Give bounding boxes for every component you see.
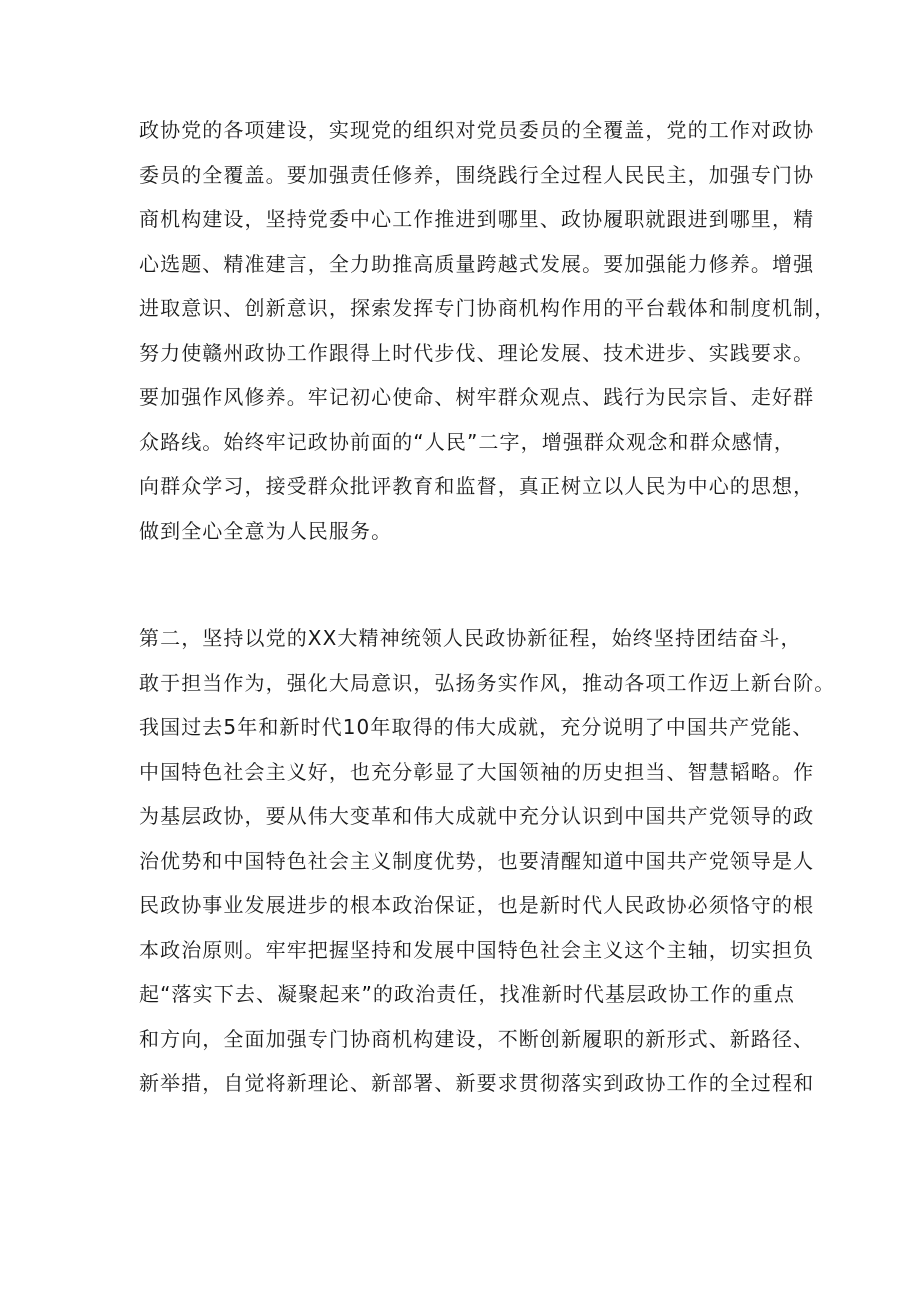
text-line: 本政治原则。牢牢把握坚持和发展中国特色社会主义这个主轴，切实担负 [139,937,815,962]
text-line: 商机构建设，坚持党委中心工作推进到哪里、政协履职就跟进到哪里，精 [139,207,815,231]
text-line: 要加强作风修养。牢记初心使命、树牢群众观点、践行为民宗旨、走好群 [139,385,815,409]
text-line: 起“落实下去、凝聚起来”的政治责任，找准新时代基层政协工作的重点 [139,982,795,1006]
text-line: 中国特色社会主义好，也充分彰显了大国领袖的历史担当、智慧韬略。作 [139,759,815,784]
text-line: 我国过去5年和新时代10年取得的伟大成就，充分说明了中国共产党能、 [139,715,814,739]
paragraph-2 [139,616,836,1106]
text-line: 第二，坚持以党的XX大精神统领人民政协新征程，始终坚持团结奋斗， [139,626,802,650]
text-line: 为基层政协，要从伟大变革和伟大成就中充分认识到中国共产党领导的政 [139,804,815,828]
text-line: 治优势和中国特色社会主义制度优势，也要清醒知道中国共产党领导是人 [139,848,815,873]
text-line: 敢于担当作为，强化大局意识，弘扬务实作风，推动各项工作迈上新台阶。 [139,670,836,695]
text-line: 政协党的各项建设，实现党的组织对党员委员的全覆盖，党的工作对政协 [139,118,815,142]
text-line: 心选题、精准建言，全力助推高质量跨越式发展。要加强能力修养。增强 [139,251,815,276]
text-line: 委员的全覆盖。要加强责任修养，围绕践行全过程人民民主，加强专门协 [139,162,815,187]
text-line: 进取意识、创新意识，探索发挥专门协商机构作用的平台载体和制度机制， [139,296,836,320]
text-line: 民政协事业发展进步的根本政治保证，也是新时代人民政协必须恪守的根 [139,893,815,917]
text-line: 做到全心全意为人民服务。 [139,518,393,543]
text-line: 众路线。始终牢记政协前面的“人民”二字，增强群众观念和群众感情， [139,429,795,454]
text-line: 向群众学习，接受群众批评教育和监督，真正树立以人民为中心的思想， [139,474,815,498]
text-line: 新举措，自觉将新理论、新部署、新要求贯彻落实到政协工作的全过程和 [139,1071,815,1095]
paragraph-1 [139,108,836,553]
text-line: 努力使赣州政协工作跟得上时代步伐、理论发展、技术进步、实践要求。 [139,340,815,365]
text-line: 和方向，全面加强专门协商机构建设，不断创新履职的新形式、新路径、 [139,1026,815,1051]
